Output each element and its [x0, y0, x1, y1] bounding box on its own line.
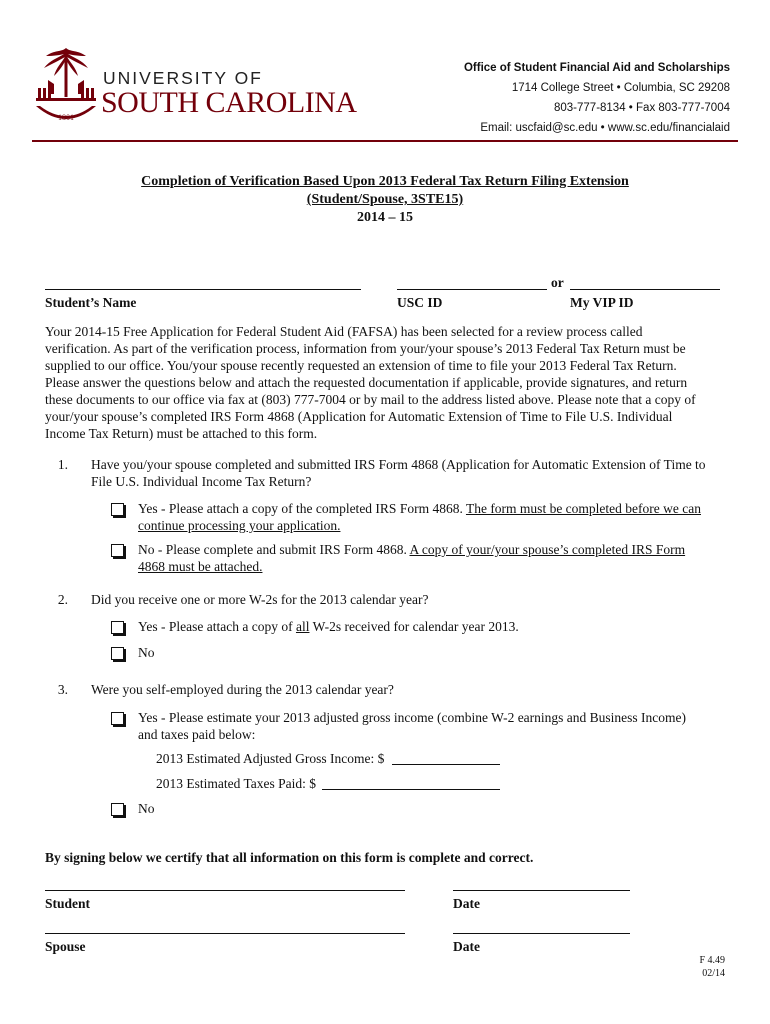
q3-yes-line: and taxes paid below:	[138, 727, 256, 742]
q3-no-checkbox[interactable]	[111, 803, 124, 816]
office-info	[464, 58, 730, 138]
q1-no-text	[138, 541, 738, 575]
vip-id-field[interactable]	[570, 289, 720, 290]
q3-no-text: No	[138, 801, 155, 816]
form-revision: 02/14	[702, 968, 725, 979]
spouse-signature-field[interactable]	[45, 933, 405, 934]
form-footer	[699, 954, 725, 980]
q2-number: 2.	[57, 592, 68, 607]
q3-yes-text	[138, 709, 738, 743]
q2-yes-b: W-2s received for calendar year 2013.	[309, 619, 519, 634]
title-line-3: 2014 – 15	[357, 210, 413, 225]
vip-id-label: My VIP ID	[570, 295, 634, 310]
intro-line: Income Tax Return) must be attached to this form.	[45, 426, 318, 441]
palmetto-seal-icon	[32, 40, 102, 130]
spouse-signature-label: Spouse	[45, 939, 86, 954]
q3-text: Were you self-employed during the 2013 calendar year?	[91, 682, 394, 697]
intro-line: supplied to our office. You/your spouse recently requested an extension of time to file your 2013 Federal Tax Return.	[45, 358, 677, 373]
title-line-2: (Student/Spouse, 3STE15)	[306, 192, 464, 207]
q1-text	[91, 456, 741, 490]
usc-id-field[interactable]	[397, 289, 547, 290]
intro-line: your/your spouse’s completed IRS Form 4868 (Application for Automatic Extension of Time to File U.S. Individual	[45, 409, 673, 424]
q1-yes-underlined-2: continue processing your application.	[138, 518, 341, 533]
q1-no-plain: No - Please complete and submit IRS Form 4868.	[138, 542, 410, 557]
student-signature-label: Student	[45, 896, 91, 911]
student-date-field[interactable]	[453, 890, 630, 891]
q2-yes-a: Yes - Please attach a copy of	[138, 619, 296, 634]
taxes-field[interactable]	[322, 789, 500, 790]
q1-no-underlined: A copy of your/your spouse’s completed IRS Form	[409, 542, 686, 557]
q3-yes-line: Yes - Please estimate your 2013 adjusted gross income (combine W-2 earnings and Business Income)	[138, 710, 687, 725]
q2-yes-text	[138, 618, 519, 635]
office-email: Email: uscfaid@sc.edu • www.sc.edu/financialaid	[480, 122, 730, 134]
spouse-date-label: Date	[453, 939, 480, 954]
form-title	[0, 173, 770, 227]
q1-text-line: File U.S. Individual Income Tax Return?	[91, 474, 312, 489]
q2-text: Did you receive one or more W-2s for the 2013 calendar year?	[91, 592, 429, 607]
agi-field[interactable]	[392, 764, 500, 765]
office-address: 1714 College Street • Columbia, SC 29208	[511, 82, 730, 94]
office-name: Office of Student Financial Aid and Scholarships	[463, 62, 730, 74]
q1-number: 1.	[57, 457, 68, 472]
usc-id-label: USC ID	[397, 295, 443, 310]
intro-line: Please answer the questions below and attach the requested documentation if applicable, provide signatures, and return	[45, 375, 688, 390]
q1-yes-plain: Yes - Please attach a copy of the completed IRS Form 4868.	[138, 501, 466, 516]
q3-number: 3.	[57, 682, 68, 697]
agi-label: 2013 Estimated Adjusted Gross Income: $	[156, 751, 385, 766]
q2-yes-checkbox[interactable]	[111, 621, 124, 634]
taxes-label: 2013 Estimated Taxes Paid: $	[156, 776, 317, 791]
q2-no-checkbox[interactable]	[111, 647, 124, 660]
q2-yes-all: all	[295, 619, 310, 634]
student-name-label: Student’s Name	[45, 295, 137, 310]
q1-no-checkbox[interactable]	[111, 544, 124, 557]
student-signature-field[interactable]	[45, 890, 405, 891]
form-number: F 4.49	[699, 955, 725, 966]
q1-no-underlined-2: 4868 must be attached.	[138, 559, 263, 574]
logo-south-carolina: SOUTH CAROLINA	[101, 86, 357, 119]
spouse-date-field[interactable]	[453, 933, 630, 934]
title-line-1: Completion of Verification Based Upon 2013 Federal Tax Return Filing Extension	[141, 174, 629, 189]
q1-text-line: Have you/your spouse completed and submitted IRS Form 4868 (Application for Automatic Extension of Time to	[91, 457, 706, 472]
q2-no-text: No	[138, 645, 155, 660]
intro-line: these documents to our office via fax at (803) 777-7004 or by mail to the address listed above. Please note that a copy of	[45, 392, 696, 407]
header-rule	[32, 140, 738, 142]
q3-yes-checkbox[interactable]	[111, 712, 124, 725]
intro-paragraph	[45, 323, 745, 442]
svg-text:1801: 1801	[58, 113, 74, 122]
or-label: or	[551, 275, 564, 290]
logo-university-of: UNIVERSITY OF	[103, 68, 263, 88]
office-phone: 803-777-8134 • Fax 803-777-7004	[553, 102, 730, 114]
intro-line: Your 2014-15 Free Application for Federal Student Aid (FAFSA) has been selected for a review process called	[45, 324, 643, 339]
student-date-label: Date	[453, 896, 480, 911]
q1-yes-underlined: The form must be completed before we can	[465, 501, 701, 516]
q1-yes-checkbox[interactable]	[111, 503, 124, 516]
intro-line: verification. As part of the verification process, information from your/your spouse’s 2013 Federal Tax Return must be	[45, 341, 686, 356]
student-name-field[interactable]	[45, 289, 361, 290]
certification-text: By signing below we certify that all information on this form is complete and correct.	[45, 850, 534, 865]
q1-yes-text	[138, 500, 738, 534]
